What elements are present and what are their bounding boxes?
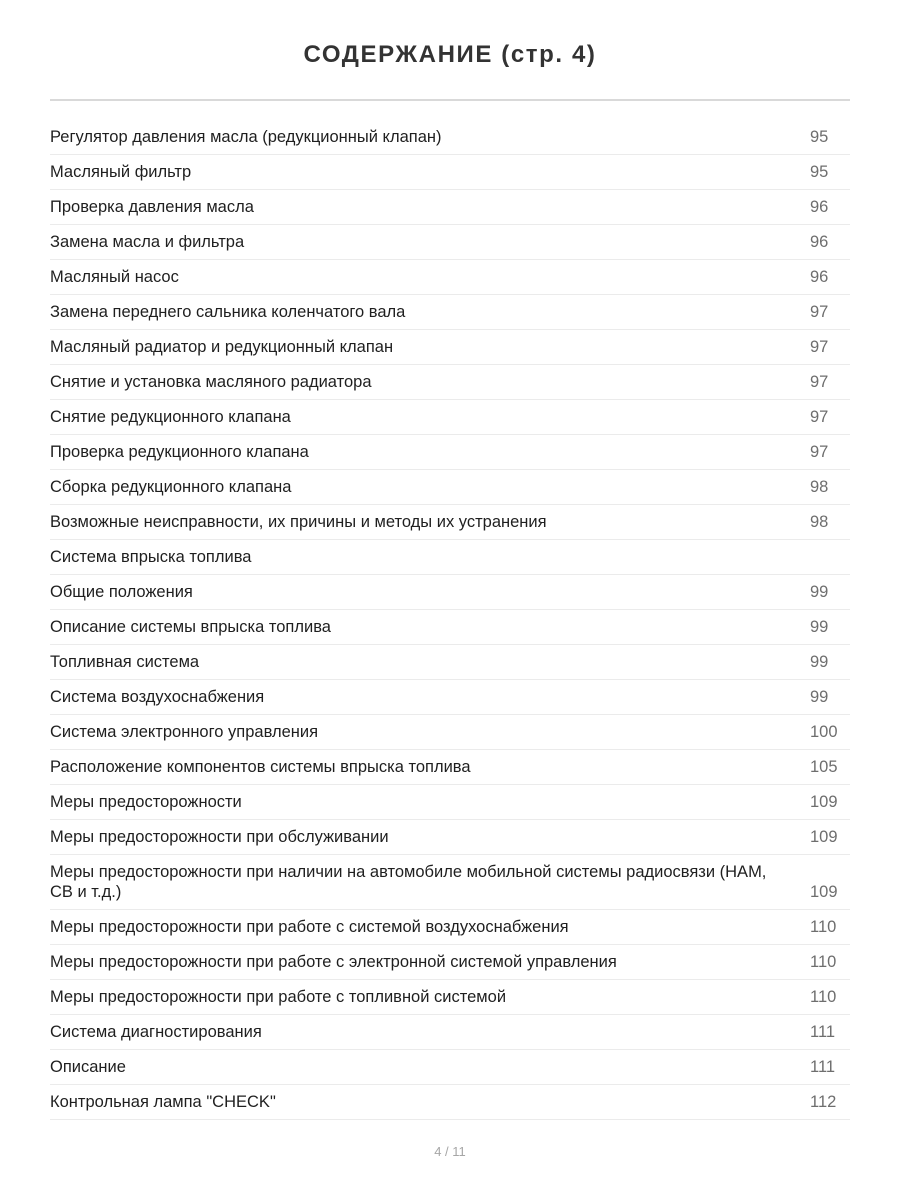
toc-entry-page-number: 96 — [810, 233, 829, 251]
toc-entry[interactable] — [50, 855, 850, 910]
toc-entry[interactable] — [50, 575, 850, 610]
toc-entry[interactable] — [50, 470, 850, 505]
toc-entry-title[interactable]: Снятие редукционного клапана — [50, 408, 291, 426]
toc-entry[interactable] — [50, 785, 850, 820]
toc-entry[interactable] — [50, 365, 850, 400]
toc-entry[interactable] — [50, 225, 850, 260]
toc-entry-title[interactable]: Возможные неисправности, их причины и методы их устранения — [50, 513, 547, 531]
toc-entry-page-number: 111 — [810, 1023, 836, 1041]
toc-entry[interactable] — [50, 155, 850, 190]
toc-entry[interactable] — [50, 295, 850, 330]
toc-entry-page-number: 97 — [810, 373, 829, 391]
toc-entry-title[interactable]: Масляный фильтр — [50, 163, 192, 181]
toc-entry-title[interactable]: Контрольная лампа "CHECK" — [50, 1093, 276, 1111]
toc-entry-title[interactable]: Меры предосторожности при обслуживании — [50, 828, 389, 846]
toc-entry[interactable] — [50, 330, 850, 365]
toc-entry-page-number: 110 — [810, 988, 837, 1006]
toc-entry[interactable] — [50, 400, 850, 435]
toc-entry[interactable] — [50, 260, 850, 295]
toc-entry-page-number: 109 — [810, 793, 838, 811]
toc-entry-title[interactable]: Топливная система — [50, 653, 200, 671]
toc-entry-title[interactable]: Сборка редукционного клапана — [50, 478, 292, 496]
toc-entry-page-number: 98 — [810, 478, 829, 496]
toc-entry-title[interactable]: Масляный насос — [50, 268, 179, 286]
toc-entry-title[interactable]: Замена переднего сальника коленчатого вала — [50, 303, 406, 321]
toc-entry-page-number: 97 — [810, 338, 829, 356]
page-title: СОДЕРЖАНИЕ (стр. 4) — [303, 41, 597, 68]
toc-entry[interactable] — [50, 645, 850, 680]
toc-entry-page-number: 95 — [810, 163, 829, 181]
toc-entry-title[interactable]: Система электронного управления — [50, 723, 319, 741]
toc-entry-page-number: 99 — [810, 618, 829, 636]
toc-entry[interactable] — [50, 910, 850, 945]
toc-entry[interactable] — [50, 1085, 850, 1120]
toc-entry-page-number: 96 — [810, 198, 829, 216]
toc-entry[interactable] — [50, 120, 850, 155]
toc-entry-page-number: 109 — [810, 828, 838, 846]
toc-entry-title[interactable]: Система впрыска топлива — [50, 548, 252, 566]
toc-entry[interactable] — [50, 610, 850, 645]
toc-entry-page-number: 97 — [810, 408, 829, 426]
table-of-contents — [50, 120, 850, 1120]
toc-entry[interactable] — [50, 715, 850, 750]
toc-entry[interactable] — [50, 980, 850, 1015]
toc-entry-title[interactable]: Общие положения — [50, 583, 193, 601]
toc-entry-page-number: 110 — [810, 953, 837, 971]
toc-entry-title[interactable]: Описание — [50, 1058, 126, 1076]
toc-entry[interactable] — [50, 820, 850, 855]
toc-entry-title[interactable]: Расположение компонентов системы впрыска топлива — [50, 758, 471, 776]
toc-entry-page-number: 97 — [810, 303, 829, 321]
toc-entry-title[interactable]: Меры предосторожности при работе с топливной системой — [50, 988, 507, 1006]
toc-entry-title[interactable]: Система диагностирования — [50, 1023, 262, 1041]
toc-entry-title[interactable]: Меры предосторожности при работе с электронной системой управления — [50, 953, 617, 971]
toc-entry[interactable] — [50, 1015, 850, 1050]
toc-entry-page-number: 109 — [810, 883, 838, 901]
toc-entry-page-number: 96 — [810, 268, 829, 286]
toc-entry-title[interactable]: Система воздухоснабжения — [50, 688, 265, 706]
toc-entry-title[interactable]: Проверка редукционного клапана — [50, 443, 309, 461]
toc-entry[interactable] — [50, 750, 850, 785]
toc-entry[interactable] — [50, 680, 850, 715]
toc-entry-title[interactable]: Масляный радиатор и редукционный клапан — [50, 338, 394, 356]
toc-entry-page-number: 110 — [810, 918, 837, 936]
toc-entry-page-number: 105 — [810, 758, 838, 776]
toc-entry[interactable] — [50, 1050, 850, 1085]
toc-entry-page-number: 100 — [810, 723, 838, 741]
page-number: 4 / 11 — [434, 1144, 466, 1159]
toc-entry-page-number: 98 — [810, 513, 829, 531]
toc-entry[interactable] — [50, 540, 850, 575]
toc-entry-page-number: 97 — [810, 443, 829, 461]
toc-entry-title[interactable]: Меры предосторожности при работе с системой воздухоснабжения — [50, 918, 569, 936]
toc-entry-title[interactable]: Описание системы впрыска топлива — [50, 618, 331, 636]
toc-entry-title[interactable]: Меры предосторожности — [50, 793, 242, 811]
toc-entry[interactable] — [50, 190, 850, 225]
toc-entry-page-number: 111 — [810, 1058, 836, 1076]
toc-entry[interactable] — [50, 505, 850, 540]
toc-entry-title[interactable]: Регулятор давления масла (редукционный клапан) — [50, 128, 442, 146]
toc-entry-page-number: 95 — [810, 128, 829, 146]
toc-entry[interactable] — [50, 945, 850, 980]
toc-entry-page-number: 99 — [810, 688, 829, 706]
toc-entry-title[interactable]: Проверка давления масла — [50, 198, 254, 216]
toc-entry-title[interactable]: Замена масла и фильтра — [50, 233, 245, 251]
toc-entry-title[interactable]: Меры предосторожности при наличии на автомобиле мобильной системы радиосвязи (НАМ, СВ и т.д.) — [50, 863, 767, 901]
toc-entry-title[interactable]: Снятие и установка масляного радиатора — [50, 373, 372, 391]
title-divider — [50, 99, 850, 101]
toc-entry[interactable] — [50, 435, 850, 470]
toc-entry-page-number: 99 — [810, 653, 829, 671]
toc-entry-page-number: 99 — [810, 583, 829, 601]
toc-entry-page-number: 112 — [810, 1093, 837, 1111]
